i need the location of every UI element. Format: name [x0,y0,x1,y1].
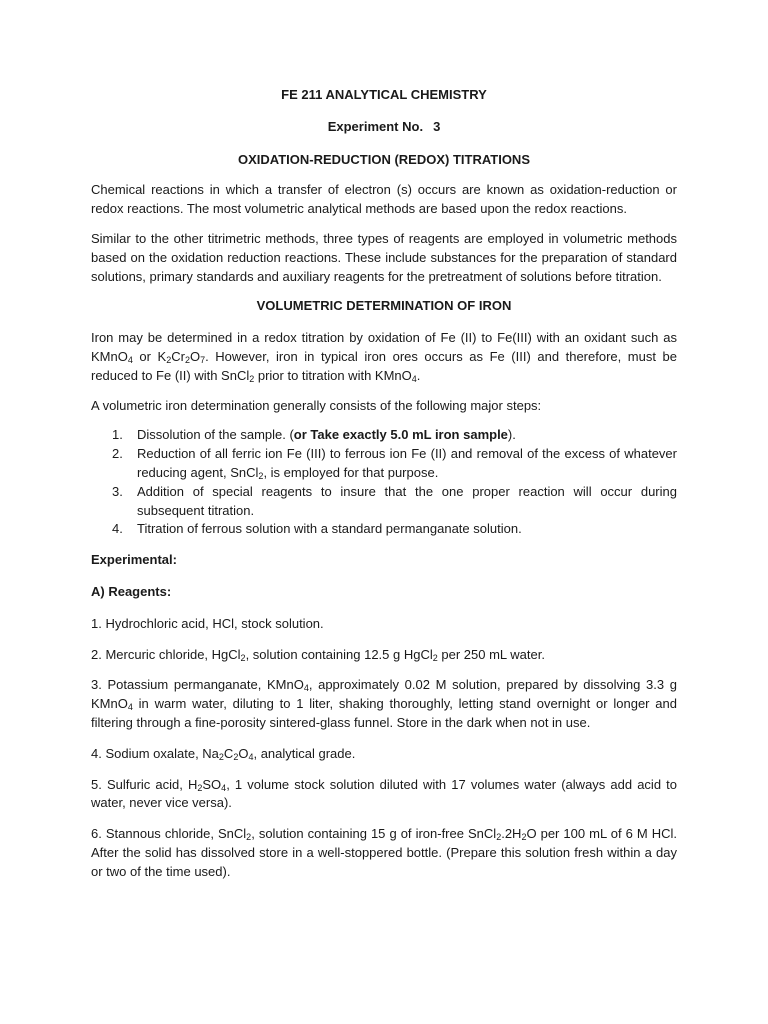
steps-list [91,426,677,539]
experiment-number-line [91,118,677,137]
steps-intro: A volumetric iron determination generally consists of the following major steps: [91,397,542,413]
intro-paragraph-1: Chemical reactions in which a transfer of electron (s) occurs are known as oxidation-reduction or redox reactions. The most volumetric analytical methods are based upon the redox reactions. [91,182,677,217]
list-number: 2. [112,446,123,462]
list-item: 4. Titration of ferrous solution with a standard permanganate solution. [91,520,677,539]
list-item: 1. Dissolution of the sample. (or Take exactly 5.0 mL iron sample). [91,426,677,445]
iron-section-heading: VOLUMETRIC DETERMINATION OF IRON [256,298,512,314]
main-heading: OXIDATION-REDUCTION (REDOX) TITRATIONS [237,151,530,167]
course-title: FE 211 ANALYTICAL CHEMISTRY [281,87,487,102]
list-number: 4. [112,521,123,537]
reagent-item-2: 2. Mercuric chloride, HgCl$_2$, solution containing 12.5 g HgCl$_2$ per 250 mL water. [91,646,545,663]
list-number: 1. [112,427,123,443]
experiment-number: 3 [433,118,441,134]
reagents-label: A) Reagents: [91,583,172,599]
reagent-item-1: 1. Hydrochloric acid, HCl, stock solution. [91,615,324,631]
reagent-item-6: 6. Stannous chloride, SnCl$_2$, solution containing 15 g of iron-free $SnCl_2.2H_2O$ per 100 mL of 6 M HCl. After the solid has dissolved store in a well-stoppered bottle. (Prepare this solution fresh within a day or two of the time used). [91,826,677,879]
reagent-item-4: 4. Sodium oxalate, $Na_2C_2O_4$, analytical grade. [91,745,356,762]
reagent-item-5: 5. Sulfuric acid, $H_2SO_4$, 1 volume stock solution diluted with 17 volumes water (always add acid to water, never vice versa). [91,776,677,811]
intro-paragraph-2: Similar to the other titrimetric methods, three types of reagents are employed in volumetric methods based on the oxidation reduction reactions. These include substances for the preparation of standard solutions, primary standards and auxiliary reagents for the pretreatment of solutions before titration. [91,230,677,284]
list-item: 2. Reduction of all ferric ion Fe (III) to ferrous ion Fe (II) and removal of the excess of whatever reducing agent, SnCl$_2$, is employed for that purpose. [112,446,677,481]
experimental-label: Experimental: [91,552,177,568]
list-number: 3. [112,483,123,499]
iron-paragraph: Iron may be determined in a redox titration by oxidation of Fe (II) to Fe(III) with an oxidant such as KMnO$_4$ or $K_2Cr_2O_7$. However, iron in typical iron ores occurs as Fe (III) and therefore, must be reduced to Fe (II) with SnCl$_2$ prior to titration with KMnO$_4$. [91,330,677,384]
list-item: 3. Addition of special reagents to insure that the one proper reaction will occur during subsequent titration. [112,483,677,518]
reagent-item-3: 3. Potassium permanganate, KMnO$_4$, approximately 0.02 M solution, prepared by dissolving 3.3 g KMnO$_4$ in warm water, diluting to 1 liter, shaking thoroughly, letting stand overnight or longer and filtering through a fine-porosity sintered-glass funnel. Store in the dark when not in use. [91,677,677,730]
experiment-label: Experiment No. [327,118,424,134]
